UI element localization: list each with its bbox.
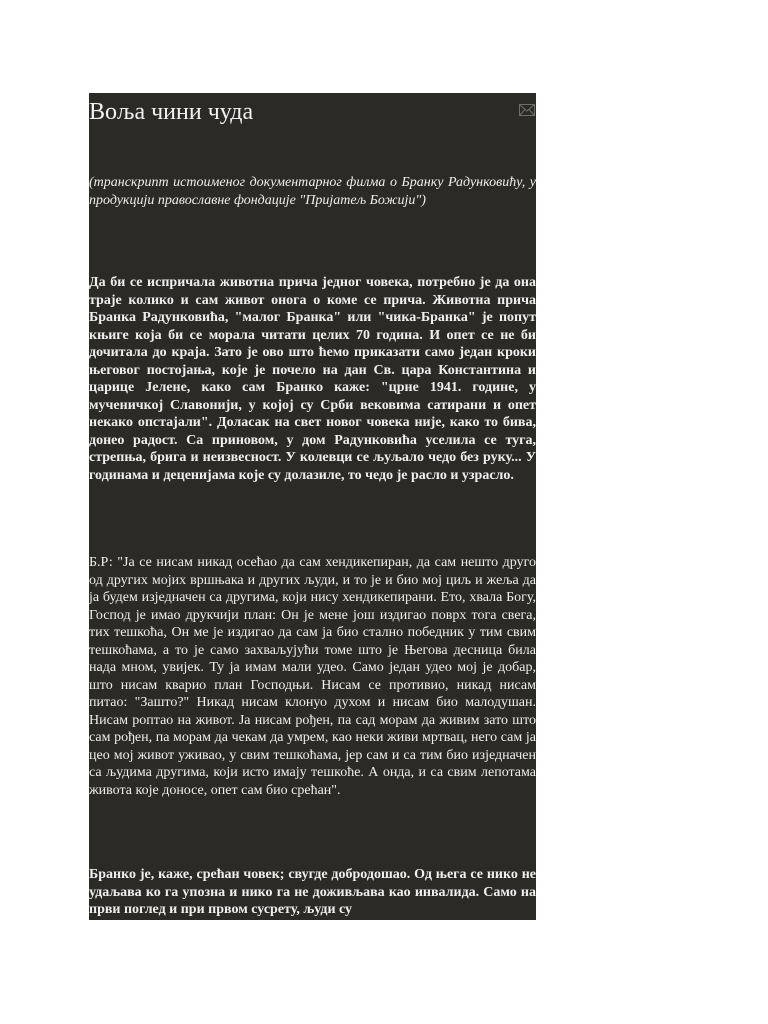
page-title: Воља чини чуда xyxy=(89,99,254,125)
title-row xyxy=(89,97,536,127)
document-page xyxy=(89,93,536,920)
paragraph-2-quote: Б.Р: "Ја се нисам никад осећао да сам хендикепиран, да сам нешто друго од других мојих вршњака и других људи, и то је и био мој циљ и жеља да ја будем изједначен са другима, који нису хендикепирани. Ето, хвала Богу, Господ је имао друкчији план: Он је мене још издигао поврх тога свега, тих тешкоћа, Он ме је издигао да сам ја био стално победник у тим свим тешкоћама, а то је само захваљујући томе што је Његова десница била нада мном, увијек. Ту ја имам мали удео. Само један удео мој је добар, што нисам кварио план Господњи. Нисам се противио, никад нисам питао: "Зашто?" Никад нисам клонуо духом и нисам био малодушан. Нисам роптао на живот. Ја нисам рођен, па сад морам да живим зато што сам рођен, па морам да чекам да умрем, као неки живи мртвац, него сам ја цео мој живот уживао, у свим тешкоћама, јер сам и са тим био изједначен са људима другима, који исто имају тешкоће. А онда, и са свим лепотама живота које доносе, опет сам био срећан". xyxy=(89,555,536,798)
envelope-icon[interactable] xyxy=(519,104,535,116)
intro-note: (транскрипт истоименог документарног филма о Бранку Радунковићу, у продукцији православне фондације "Пријатељ Божији") xyxy=(89,175,536,208)
paragraph-1: Да би се испричала животна прича једног човека, потребно је да она траје колико и сам живот онога о коме се прича. Животна прича Бранка Радунковића, "малог Бранка" или "чика-Бранка" је попут књиге која би се морала читати целих 70 година. И опет се не би дочитала до краја. Зато је ово што ћемо приказати само један кроки његовог постојања, које је почело на дан Св. цара Константина и царице Јелене, како сам Бранко каже: "црне 1941. године, у мученичкој Славонији, у којој су Срби вековима сатирани и опет некако опстајали". Доласак на свет новог човека није, како то бива, донео радост. Са приновом, у дом Радунковића уселила се туга, стрепња, брига и неизвесност. У колевци се љуљало чедо без руку... У годинама и деценијама које су долазиле, то чедо је расло и узрасло. xyxy=(89,275,536,483)
paragraph-3: Бранко је, каже, срећан човек; свугде добродошао. Од њега се нико не удаљава ко га упозна и нико га не доживљава као инвалида. Само на први поглед и при првом сусрету, људи су xyxy=(89,867,536,917)
